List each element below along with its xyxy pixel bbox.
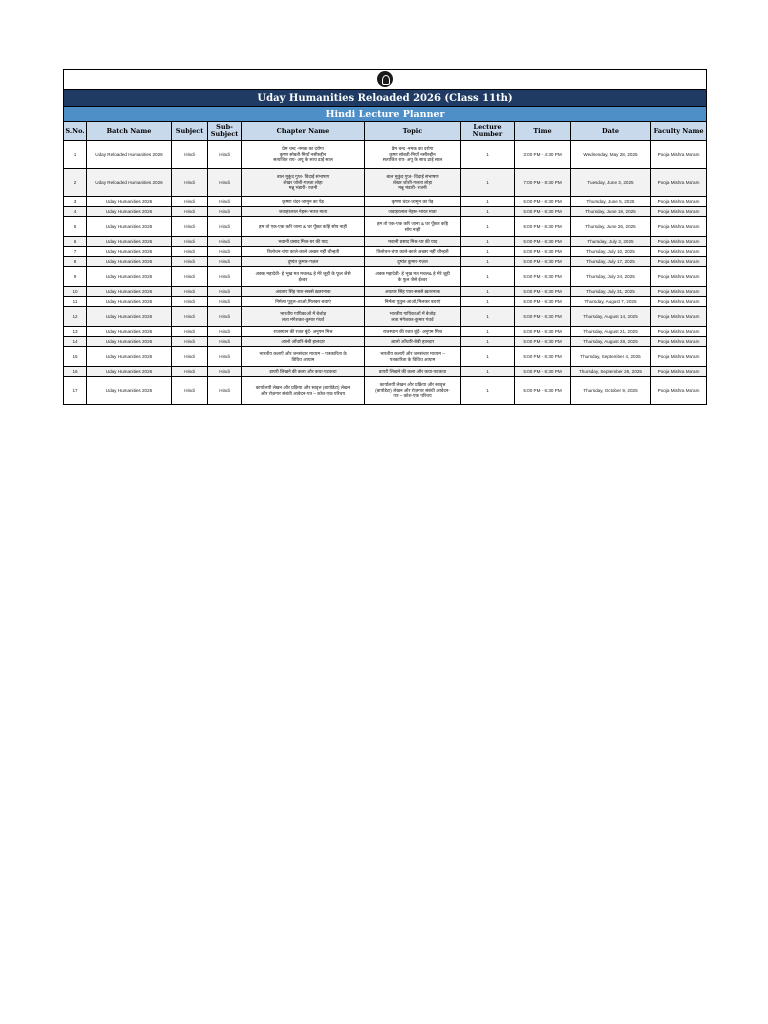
chapter-name-cell: भारतीय कलाएँ और जनसंचार माध्यम – पत्रकारिता के विविध आयाम	[242, 347, 365, 367]
logo-cell	[64, 70, 707, 90]
header-sub-subject: Sub-Subject	[208, 122, 242, 141]
header-faculty-name: Faculty Name	[651, 122, 707, 141]
subject-cell: Hindi	[172, 267, 208, 287]
sno-cell: 5	[64, 217, 87, 237]
batch-name-cell: Uday Reloaded Humanities 2026	[87, 169, 172, 197]
lecture-number-cell: 1	[461, 141, 515, 169]
topic-cell: भारतीय गायिकाओं में बेजोड़ लता मंगेशकर-कुमार गंधर्व	[365, 307, 461, 327]
chapter-name-cell: अवतार सिंह पाश-सबसे ख़तरनाक	[242, 287, 365, 297]
lecture-planner-table	[63, 69, 707, 405]
faculty-name-cell: Pooja Mishra Ma'am	[651, 247, 707, 257]
topic-cell: अक्क महादेवी- हे भूख मत मचल& हे मेरे जूही के फूल जैसे ईश्वर	[365, 267, 461, 287]
faculty-name-cell: Pooja Mishra Ma'am	[651, 141, 707, 169]
subject-cell: Hindi	[172, 169, 208, 197]
lecture-number-cell: 1	[461, 197, 515, 207]
header-lecture-number: Lecture Number	[461, 122, 515, 141]
topic-cell: भवानी प्रसाद मिश्र-घर की याद	[365, 237, 461, 247]
subject-cell: Hindi	[172, 347, 208, 367]
sno-cell: 10	[64, 287, 87, 297]
lecture-number-cell: 1	[461, 367, 515, 377]
topic-cell: बाल मुकुंद गुप्त- विदाई संभाषण शेखर जोशी-गलता लोहा मन्नू भंडारी- रजनी	[365, 169, 461, 197]
time-cell: 5:00 PM - 6:30 PM	[515, 377, 571, 405]
topic-cell: जवाहरलाल नेहरू-भारत माता	[365, 207, 461, 217]
time-cell: 5:00 PM - 6:30 PM	[515, 267, 571, 287]
chapter-name-cell: भारतीय गायिकाओं में बेजोड़ लता मंगेशकर-कुमार गंधर्व	[242, 307, 365, 327]
batch-name-cell: Uday Humanities 2026	[87, 297, 172, 307]
topic-cell: दुष्यंत कुमार-गज़ल	[365, 257, 461, 267]
table-row	[64, 327, 707, 337]
sno-cell: 12	[64, 307, 87, 327]
sno-cell: 9	[64, 267, 87, 287]
subject-cell: Hindi	[172, 307, 208, 327]
time-cell: 5:00 PM - 6:30 PM	[515, 237, 571, 247]
faculty-name-cell: Pooja Mishra Ma'am	[651, 297, 707, 307]
sub-subject-cell: Hindi	[208, 237, 242, 247]
faculty-name-cell: Pooja Mishra Ma'am	[651, 377, 707, 405]
sub-subject-cell: Hindi	[208, 207, 242, 217]
lecture-number-cell: 1	[461, 169, 515, 197]
date-cell: Thursday, June 26, 2025	[571, 217, 651, 237]
lecture-number-cell: 1	[461, 237, 515, 247]
batch-name-cell: Uday Reloaded Humanities 2026	[87, 141, 172, 169]
table-row	[64, 247, 707, 257]
chapter-name-cell: बाल मुकुंद गुप्त- विदाई संभाषण शेखर जोशी-गलता लोहा मन्नू भंडारी- रजनी	[242, 169, 365, 197]
time-cell: 5:00 PM - 6:30 PM	[515, 287, 571, 297]
lecture-number-cell: 1	[461, 377, 515, 405]
date-cell: Thursday, June 5, 2025	[571, 197, 651, 207]
chapter-name-cell: अक्क महादेवी- हे भूख मत मचल& हे मेरे जूही के फूल जैसे ईश्वर	[242, 267, 365, 287]
subject-cell: Hindi	[172, 287, 208, 297]
date-cell: Thursday, July 10, 2025	[571, 247, 651, 257]
sub-subject-cell: Hindi	[208, 287, 242, 297]
table-row	[64, 257, 707, 267]
chapter-name-cell: प्रेम चन्द -नमक का दरोगा कृष्ण सोबती-मियाँ नसीरुद्दीन सत्यजित राय- अपू के साथ ढाई साल	[242, 141, 365, 169]
topic-cell: डायरी लिखने की कला और कथा-पटकथा	[365, 367, 461, 377]
batch-name-cell: Uday Humanities 2026	[87, 327, 172, 337]
faculty-name-cell: Pooja Mishra Ma'am	[651, 197, 707, 207]
sub-subject-cell: Hindi	[208, 327, 242, 337]
time-cell: 5:00 PM - 6:30 PM	[515, 297, 571, 307]
sno-cell: 1	[64, 141, 87, 169]
faculty-name-cell: Pooja Mishra Ma'am	[651, 207, 707, 217]
sub-subject-cell: Hindi	[208, 257, 242, 267]
batch-name-cell: Uday Humanities 2026	[87, 287, 172, 297]
time-cell: 5:00 PM - 6:30 PM	[515, 337, 571, 347]
faculty-name-cell: Pooja Mishra Ma'am	[651, 307, 707, 327]
subject-cell: Hindi	[172, 247, 208, 257]
subject-cell: Hindi	[172, 367, 208, 377]
chapter-name-cell: डायरी लिखने की कला और कथा-पटकथा	[242, 367, 365, 377]
circular-logo-icon	[377, 71, 393, 87]
chapter-name-cell: कार्यालयी लेखन और प्रक्रिया और स्ववृत्त (बायोडेटा) लेखन और रोज़गार संबंधी आवेदन-पत्र – कोश-एक परिचय	[242, 377, 365, 405]
sub-subject-cell: Hindi	[208, 217, 242, 237]
chapter-name-cell: दुष्यंत कुमार-गज़ल	[242, 257, 365, 267]
topic-cell: त्रिलोचन-चंपा काले-काले अच्छर नहीं चीन्हती	[365, 247, 461, 257]
table-row	[64, 297, 707, 307]
date-cell: Thursday, June 19, 2025	[571, 207, 651, 217]
time-cell: 5:00 PM - 6:30 PM	[515, 307, 571, 327]
sno-cell: 7	[64, 247, 87, 257]
batch-name-cell: Uday Humanities 2026	[87, 347, 172, 367]
table-row	[64, 169, 707, 197]
sheet-subtitle: Hindi Lecture Planner	[64, 107, 707, 122]
date-cell: Thursday, October 9, 2025	[571, 377, 651, 405]
sub-subject-cell: Hindi	[208, 367, 242, 377]
topic-cell: राजस्थान की रजत बूंदें- अनुपम मिश्र	[365, 327, 461, 337]
faculty-name-cell: Pooja Mishra Ma'am	[651, 257, 707, 267]
lecture-number-cell: 1	[461, 347, 515, 367]
sno-cell: 4	[64, 207, 87, 217]
faculty-name-cell: Pooja Mishra Ma'am	[651, 347, 707, 367]
lecture-number-cell: 1	[461, 307, 515, 327]
faculty-name-cell: Pooja Mishra Ma'am	[651, 327, 707, 337]
subject-cell: Hindi	[172, 207, 208, 217]
time-cell: 5:00 PM - 6:30 PM	[515, 247, 571, 257]
lecture-number-cell: 1	[461, 247, 515, 257]
sno-cell: 2	[64, 169, 87, 197]
sno-cell: 6	[64, 237, 87, 247]
time-cell: 5:00 PM - 6:30 PM	[515, 367, 571, 377]
sub-subject-cell: Hindi	[208, 347, 242, 367]
chapter-name-cell: निर्मला पुतुल-आओ,मिलकर बचाएं	[242, 297, 365, 307]
chapter-name-cell: त्रिलोचन-चंपा काले-काले अच्छर नहीं चीन्हती	[242, 247, 365, 257]
lecture-planner-sheet	[63, 69, 706, 405]
batch-name-cell: Uday Humanities 2026	[87, 247, 172, 257]
faculty-name-cell: Pooja Mishra Ma'am	[651, 337, 707, 347]
date-cell: Thursday, July 3, 2025	[571, 237, 651, 247]
header-time: Time	[515, 122, 571, 141]
sub-subject-cell: Hindi	[208, 297, 242, 307]
time-cell: 3:00 PM - 4:30 PM	[515, 141, 571, 169]
time-cell: 5:00 PM - 6:30 PM	[515, 217, 571, 237]
lecture-number-cell: 1	[461, 267, 515, 287]
date-cell: Thursday, August 28, 2025	[571, 337, 651, 347]
faculty-name-cell: Pooja Mishra Ma'am	[651, 169, 707, 197]
header-topic: Topic	[365, 122, 461, 141]
header-sno: S.No.	[64, 122, 87, 141]
faculty-name-cell: Pooja Mishra Ma'am	[651, 237, 707, 247]
time-cell: 5:00 PM - 6:30 PM	[515, 257, 571, 267]
sno-cell: 14	[64, 337, 87, 347]
faculty-name-cell: Pooja Mishra Ma'am	[651, 217, 707, 237]
table-row	[64, 337, 707, 347]
topic-cell: आलो आँधारि-बेबी हालदार	[365, 337, 461, 347]
batch-name-cell: Uday Humanities 2026	[87, 307, 172, 327]
lecture-number-cell: 1	[461, 327, 515, 337]
batch-name-cell: Uday Humanities 2026	[87, 377, 172, 405]
subject-cell: Hindi	[172, 257, 208, 267]
table-row	[64, 347, 707, 367]
batch-name-cell: Uday Humanities 2026	[87, 207, 172, 217]
subject-cell: Hindi	[172, 337, 208, 347]
subject-cell: Hindi	[172, 327, 208, 337]
table-row	[64, 377, 707, 405]
subject-cell: Hindi	[172, 237, 208, 247]
sno-cell: 13	[64, 327, 87, 337]
time-cell: 5:00 PM - 6:30 PM	[515, 347, 571, 367]
topic-cell: हम तो एक-एक करि जाना & घर पूँछत कहि सोय नाही	[365, 217, 461, 237]
topic-cell: कृष्णा चंदर-जामुन का पेड़	[365, 197, 461, 207]
sub-subject-cell: Hindi	[208, 197, 242, 207]
sub-subject-cell: Hindi	[208, 169, 242, 197]
table-row	[64, 237, 707, 247]
date-cell: Thursday, September 25, 2025	[571, 367, 651, 377]
batch-name-cell: Uday Humanities 2026	[87, 217, 172, 237]
subject-cell: Hindi	[172, 297, 208, 307]
sno-cell: 15	[64, 347, 87, 367]
lecture-number-cell: 1	[461, 217, 515, 237]
batch-name-cell: Uday Humanities 2026	[87, 337, 172, 347]
faculty-name-cell: Pooja Mishra Ma'am	[651, 287, 707, 297]
date-cell: Thursday, September 4, 2025	[571, 347, 651, 367]
chapter-name-cell: आलो आँधारि-बेबी हालदार	[242, 337, 365, 347]
header-chapter-name: Chapter Name	[242, 122, 365, 141]
topic-cell: कार्यालयी लेखन और प्रक्रिया और स्ववृत्त (बायोडेटा) लेखन और रोज़गार संबंधी आवेदन- पत्र – कोश-एक परिचय	[365, 377, 461, 405]
chapter-name-cell: भवानी प्रसाद मिश्र-घर की याद	[242, 237, 365, 247]
sno-cell: 3	[64, 197, 87, 207]
batch-name-cell: Uday Humanities 2026	[87, 257, 172, 267]
header-batch-name: Batch Name	[87, 122, 172, 141]
sub-subject-cell: Hindi	[208, 267, 242, 287]
subject-cell: Hindi	[172, 141, 208, 169]
sno-cell: 11	[64, 297, 87, 307]
header-subject: Subject	[172, 122, 208, 141]
topic-cell: अवतार सिंह पाश-सबसे ख़तरनाक	[365, 287, 461, 297]
table-row	[64, 287, 707, 297]
batch-name-cell: Uday Humanities 2026	[87, 237, 172, 247]
time-cell: 5:00 PM - 6:30 PM	[515, 327, 571, 337]
sno-cell: 8	[64, 257, 87, 267]
faculty-name-cell: Pooja Mishra Ma'am	[651, 367, 707, 377]
sheet-title: Uday Humanities Reloaded 2026 (Class 11th)	[64, 90, 707, 107]
table-row	[64, 197, 707, 207]
date-cell: Thursday, August 7, 2025	[571, 297, 651, 307]
lecture-number-cell: 1	[461, 337, 515, 347]
chapter-name-cell: कृष्णा चंदर-जामुन का पेड़	[242, 197, 365, 207]
sno-cell: 16	[64, 367, 87, 377]
batch-name-cell: Uday Humanities 2026	[87, 367, 172, 377]
lecture-number-cell: 1	[461, 287, 515, 297]
topic-cell: भारतीय कलाएँ और जनसंचार माध्यम – पत्रकारिता के विविध आयाम	[365, 347, 461, 367]
chapter-name-cell: राजस्थान की रजत बूंदें- अनुपम मिश्र	[242, 327, 365, 337]
sub-subject-cell: Hindi	[208, 247, 242, 257]
sub-subject-cell: Hindi	[208, 377, 242, 405]
subject-cell: Hindi	[172, 197, 208, 207]
time-cell: 5:00 PM - 6:30 PM	[515, 197, 571, 207]
table-row	[64, 141, 707, 169]
table-row	[64, 207, 707, 217]
date-cell: Thursday, July 31, 2025	[571, 287, 651, 297]
chapter-name-cell: जवाहरलाल नेहरू-भारत माता	[242, 207, 365, 217]
subject-cell: Hindi	[172, 377, 208, 405]
lecture-number-cell: 1	[461, 207, 515, 217]
table-row	[64, 307, 707, 327]
sub-subject-cell: Hindi	[208, 337, 242, 347]
table-row	[64, 217, 707, 237]
time-cell: 7:00 PM - 8:30 PM	[515, 169, 571, 197]
time-cell: 5:00 PM - 6:30 PM	[515, 207, 571, 217]
lecture-number-cell: 1	[461, 257, 515, 267]
date-cell: Wednesday, May 28, 2025	[571, 141, 651, 169]
date-cell: Thursday, July 17, 2025	[571, 257, 651, 267]
topic-cell: निर्मला पुतुल-आओ,मिलकर बचाएं	[365, 297, 461, 307]
date-cell: Thursday, August 14, 2025	[571, 307, 651, 327]
batch-name-cell: Uday Humanities 2026	[87, 267, 172, 287]
topic-cell: प्रेम चन्द -नमक का दरोगा कृष्ण सोबती-मियाँ नसीरुद्दीन सत्यजित राय- अपू के साथ ढाई साल	[365, 141, 461, 169]
date-cell: Tuesday, June 3, 2025	[571, 169, 651, 197]
lecture-number-cell: 1	[461, 297, 515, 307]
sno-cell: 17	[64, 377, 87, 405]
sub-subject-cell: Hindi	[208, 307, 242, 327]
subject-cell: Hindi	[172, 217, 208, 237]
chapter-name-cell: हम तो एक-एक करि जाना & घर पूँछत कहि सोय नाही	[242, 217, 365, 237]
faculty-name-cell: Pooja Mishra Ma'am	[651, 267, 707, 287]
table-row	[64, 367, 707, 377]
sub-subject-cell: Hindi	[208, 141, 242, 169]
batch-name-cell: Uday Humanities 2026	[87, 197, 172, 207]
date-cell: Thursday, July 24, 2025	[571, 267, 651, 287]
table-row	[64, 267, 707, 287]
date-cell: Thursday, August 21, 2025	[571, 327, 651, 337]
header-date: Date	[571, 122, 651, 141]
